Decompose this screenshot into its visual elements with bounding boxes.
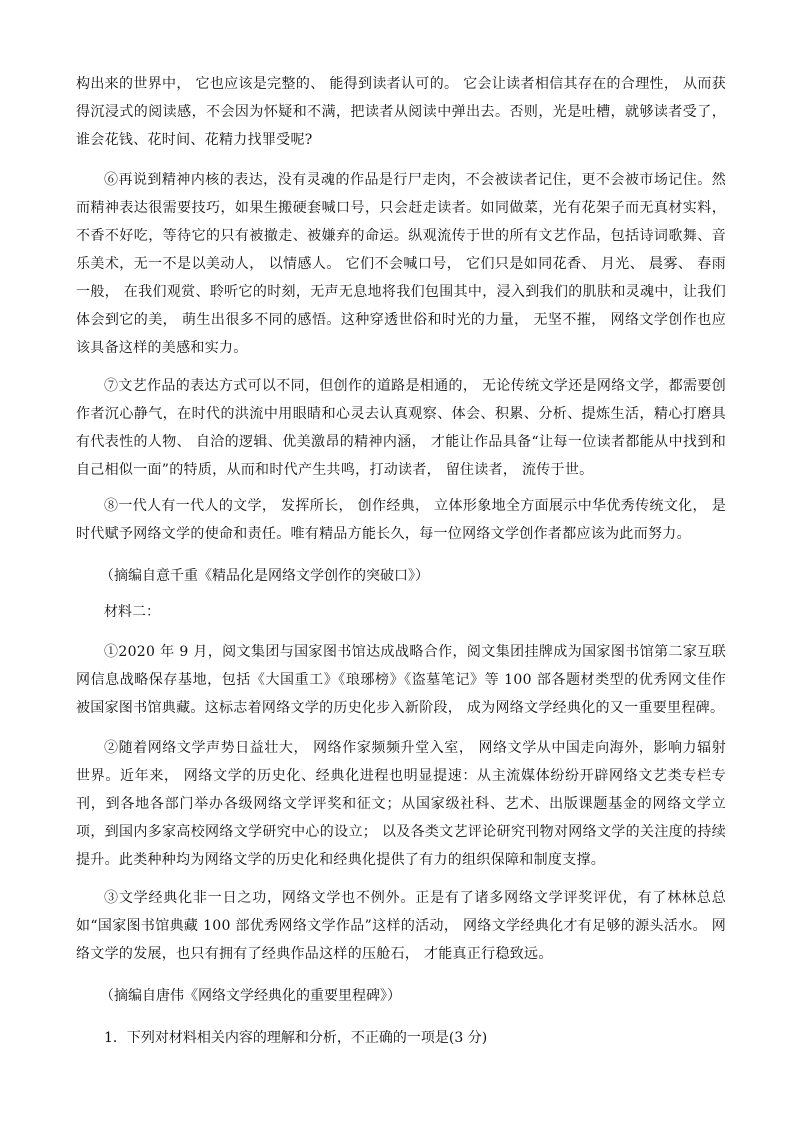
source-citation-1: （摘编自意千重《精品化是网络文学创作的突破口》）: [100, 568, 429, 584]
paragraph-7: ⑦文艺作品的表达方式可以不同，但创作的道路是相通的， 无论传统文学还是网络文学，都需要创作者沉心静气，在时代的洪流中用眼睛和心灵去认真观察、体会、积累、分析、提炼生活，精心打磨具有代表性的人物、 自洽的逻辑、优美激昂的精神内涵， 才能让作品具备“让每一位读者都能从中找到和自己相似一面”的特质，从而和时代产生共鸣，打动读者， 留住读者， 流传于世。: [76, 378, 726, 478]
paragraph-continuation: 构出来的世界中， 它也应该是完整的、 能得到读者认可的。 它会让读者相信其存在的合理性， 从而获得沉浸式的阅读感，不会因为怀疑和不满，把读者从阅读中弹出去。否则，光是吐槽，就够读者受了，谁会花钱、花时间、花精力找罪受呢?: [76, 76, 726, 148]
material-two-paragraph-2: ②随着网络文学声势日益壮大， 网络作家频频升堂入室， 网络文学从中国走向海外，影响力辐射世界。近年来， 网络文学的历史化、经典化进程也明显提速：从主流媒体纷纷开辟网络文艺类专栏专刊，到各地各部门举办各级网络文学评奖和征文；从国家级社科、艺术、出版课题基金的网络文学立项，到国内多家高校网络文学研究中心的设立； 以及各类文艺评论研究刊物对网络文学的关注度的持续提升。此类种种均为网络文学的历史化和经典化提供了有力的组织保障和制度支撑。: [76, 740, 726, 868]
paragraph-8: ⑧一代人有一代人的文学， 发挥所长， 创作经典， 立体形象地全方面展示中华优秀传统文化， 是时代赋予网络文学的使命和责任。唯有精品方能长久，每一位网络文学创作者都应该为此而努力。: [76, 498, 726, 542]
paragraph-6: ⑥再说到精神内核的表达，没有灵魂的作品是行尸走肉，不会被读者记住，更不会被市场记住。然而精神表达很需要技巧，如果生搬硬套喊口号，只会赶走读者。如同做菜，光有花架子而无真材实料，不香不好吃，等待它的只有被撤走、被嫌弃的命运。纵观流传于世的所有文艺作品，包括诗词歌舞、音乐美术，无一不是以美动人， 以情感人。 它们不会喊口号， 它们只是如同花香、 月光、 晨雾、 春雨一般， 在我们观赏、聆听它的时刻，无声无息地将我们包围其中，浸入到我们的肌肤和灵魂中，让我们体会到它的美， 萌生出很多不同的感悟。这种穿透世俗和时光的力量， 无坚不摧， 网络文学创作也应该具备这样的美感和实力。: [76, 172, 726, 356]
source-citation-2: （摘编自唐伟《网络文学经典化的重要里程碑》）: [100, 988, 401, 1004]
material-two-paragraph-3: ③文学经典化非一日之功，网络文学也不例外。正是有了诸多网络文学评奖评优，有了林林总总如“国家图书馆典藏 100 部优秀网络文学作品”这样的活动， 网络文学经典化才有足够的源头活水。 网络文学的发展，也只有拥有了经典作品这样的压舱石， 才能真正行稳致远。: [76, 890, 726, 962]
question-1: 1．下列对材料相关内容的理解和分析，不正确的一项是(3 分): [104, 1030, 488, 1046]
material-two-heading: 材料二：: [104, 604, 160, 620]
material-two-paragraph-1: ①2020 年 9 月，阅文集团与国家图书馆达成战略合作，阅文集团挂牌成为国家图书馆第二家互联网信息战略保存基地，包括《大国重工》《琅琊榜》《盗墓笔记》等 100 部各题材类型的优秀网文佳作被国家图书馆典藏。这标志着网络文学的历史化步入新阶段， 成为网络文学经典化的又一重要里程碑。: [76, 644, 726, 716]
